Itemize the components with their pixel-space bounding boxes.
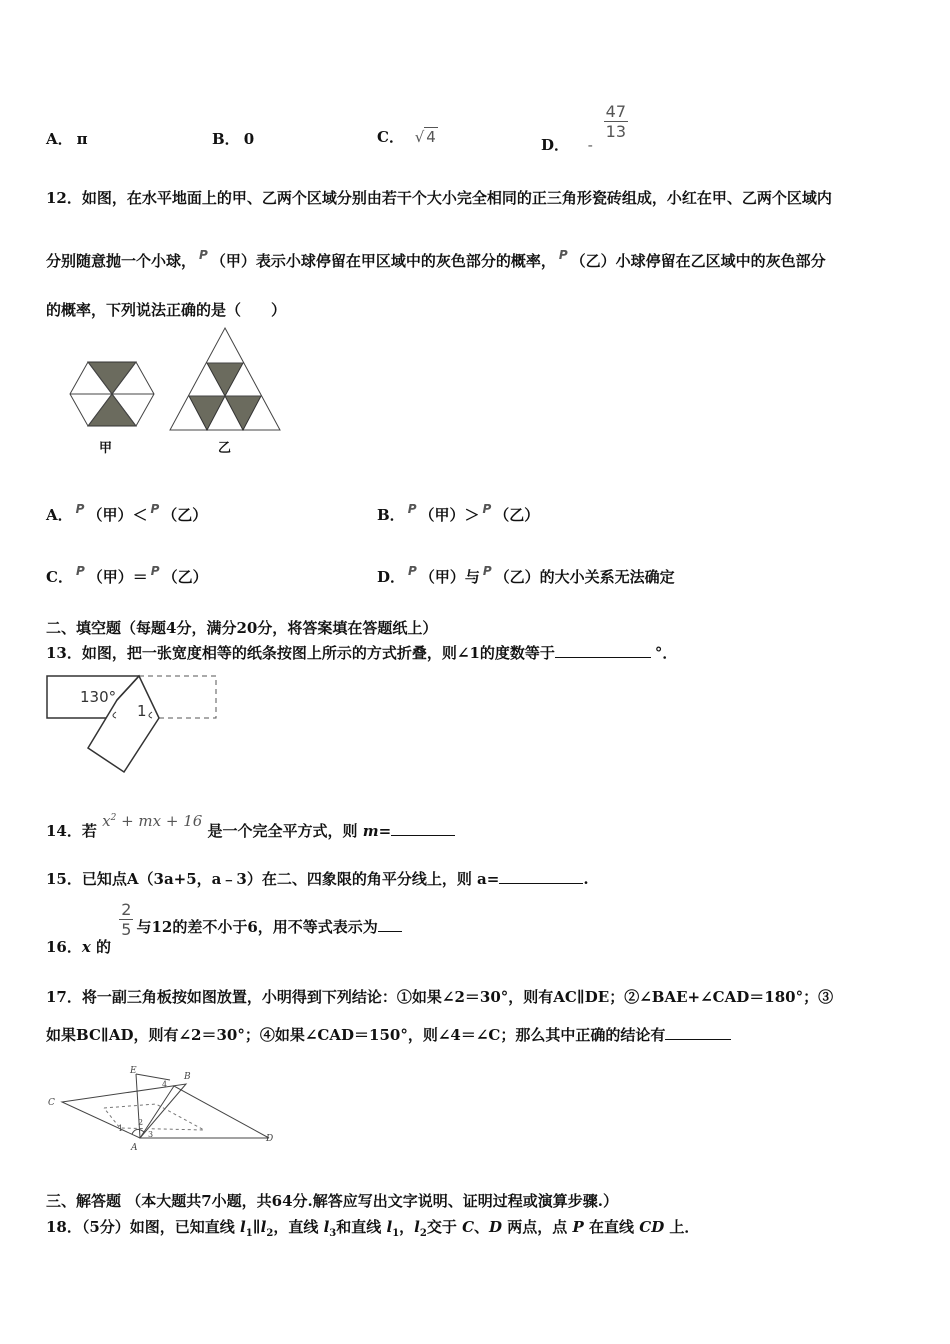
- q17-line1: 17．将一副三角板按如图放置，小明得到下列结论：①如果∠2＝30°，则有AC∥DE；②∠BAE+∠CAD＝180°；③: [46, 988, 834, 1006]
- q11-option-c: C． √ 4: [377, 128, 436, 146]
- section-3-heading: 三、解答题 （本大题共7小题，共64分.解答应写出文字说明、证明过程或演算步骤.）: [46, 1192, 618, 1210]
- q15-answer-blank[interactable]: [499, 869, 583, 884]
- q14-text: 14．若 $x^2$ + mx + 16 是一个完全平方式，则 m=: [46, 820, 455, 841]
- sqrt-icon: √: [414, 128, 425, 146]
- fraction-2-5: $\frac{2}{5}$: [121, 900, 132, 939]
- label-C: C: [48, 1098, 55, 1108]
- q17-answer-blank[interactable]: [665, 1025, 731, 1040]
- label-D: D: [266, 1134, 274, 1144]
- label-A: A: [131, 1143, 138, 1153]
- q13-answer-blank[interactable]: [555, 643, 651, 658]
- figure-folded-strip: [44, 672, 220, 776]
- figure-label-yi: 乙: [218, 441, 232, 456]
- q12-option-b: B． $^P$ （甲）＞ $^P$ （乙）: [377, 502, 540, 524]
- label-E: E: [130, 1066, 137, 1076]
- q14-answer-blank[interactable]: [391, 821, 455, 836]
- q12-line3: 的概率，下列说法正确的是（ ）: [46, 301, 287, 319]
- label-angle-4: 4: [162, 1080, 168, 1089]
- figure-label-jia: 甲: [99, 441, 113, 456]
- q17-line2: 如果BC∥AD，则有∠2＝30°；④如果∠CAD＝150°，则∠4＝∠C；那么其中正确的结论有: [46, 1024, 731, 1045]
- q13-text: 13．如图，把一张宽度相等的纸条按图上所示的方式折叠，则∠1的度数等于 °．: [46, 644, 678, 662]
- label-angle-1-ruler: 1: [118, 1124, 124, 1133]
- q16-text: 16．x 的 $\frac{2}{5}$ 与12的差不小于6，用不等式表示为: [46, 900, 402, 939]
- q15-text: 15．已知点A（3a+5，a﹣3）在二、四象限的角平分线上，则 a= .: [46, 870, 589, 888]
- q12-option-d: D． $^P$ （甲）与 $^P$ （乙）的大小关系无法确定: [377, 564, 675, 586]
- q18-text: 18．（5分）如图，已知直线 $l_1\parallel l_2$，直线 $l_3$和直线 $l_1$，$l_2$交于 C、D 两点，点 P 在直线 CD 上．: [46, 1218, 700, 1239]
- q11-option-b: B． 0: [212, 130, 255, 148]
- label-B: B: [184, 1072, 191, 1082]
- q12-option-c: C． $^P$ （甲）＝ $^P$ （乙）: [46, 564, 208, 586]
- label-130-degrees: 130°: [80, 688, 117, 706]
- figure-triangle-yi: [168, 326, 284, 436]
- q11-option-d: D． - $\frac{47}{13}$: [541, 102, 627, 154]
- label-angle-3: 3: [148, 1130, 154, 1139]
- label-angle-1: 1: [137, 702, 147, 720]
- q14-expression: $x^2$ + mx + 16: [102, 812, 203, 830]
- section-2-heading: 二、填空题（每题4分，满分20分，将答案填在答题纸上）: [46, 619, 438, 637]
- label-angle-2: 2: [138, 1118, 144, 1127]
- q12-line1: 12．如图，在水平地面上的甲、乙两个区域分别由若干个大小完全相同的正三角形瓷砖组成，小红在甲、乙两个区域内: [46, 189, 832, 207]
- fraction-47-13: $\frac{47}{13}$: [605, 102, 627, 141]
- q11-option-a: A． π: [46, 130, 88, 148]
- q12-line2: 分别随意抛一个小球， $^P$ （甲）表示小球停留在甲区域中的灰色部分的概率， $^P$ （乙）小球停留在乙区域中的灰色部分: [46, 248, 826, 270]
- q16-answer-blank[interactable]: [378, 917, 402, 932]
- figure-triangle-rulers: [44, 1064, 280, 1158]
- q12-option-a: A． $^P$ （甲）＜ $^P$ （乙）: [46, 502, 208, 524]
